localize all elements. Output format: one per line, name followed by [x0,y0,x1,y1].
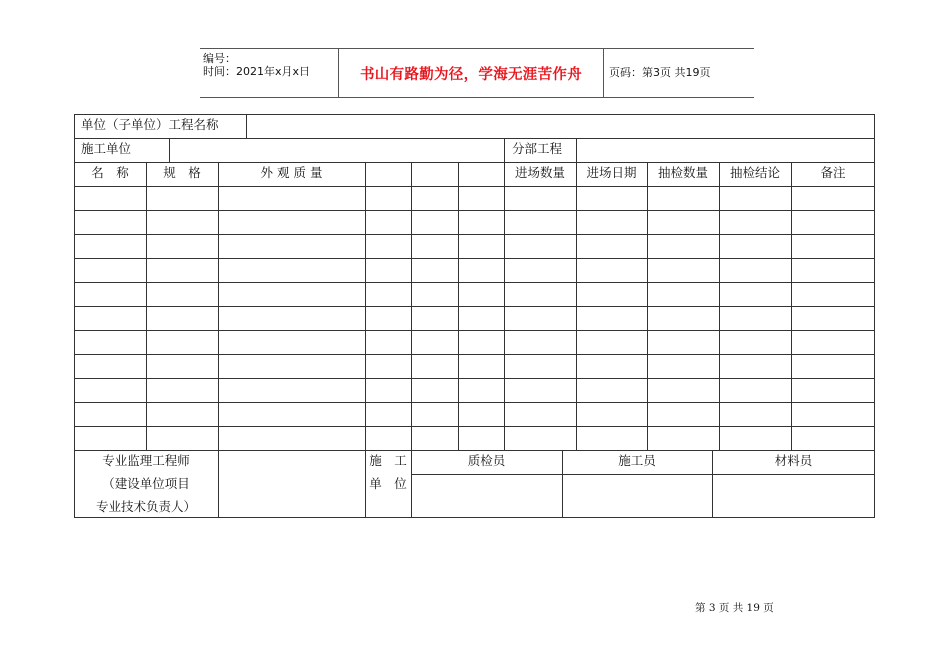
row-divider [74,210,875,211]
row-divider [74,162,875,163]
row-divider [74,378,875,379]
signature-divider [411,474,875,475]
col-header-spec: 规 格 [163,165,201,180]
col-header-remark: 备注 [820,165,846,180]
row-divider [74,330,875,331]
sub-project-label: 分部工程 [512,141,563,156]
row-divider [74,354,875,355]
contractor-label-line2: 单 位 [369,476,407,491]
contractor-label-line1: 施 工 [369,453,407,468]
row-divider [74,258,875,259]
project-name-label: 单位（子单位）工程名称 [81,117,219,132]
row-divider [74,306,875,307]
row-divider [74,138,875,139]
page-header [200,48,754,98]
col-header-appearance: 外 观 质 量 [260,165,323,180]
page-info: 页码：第3页 共19页 [609,66,711,79]
col-divider [647,162,648,450]
page-footer: 第 3 页 共 19 页 [695,602,774,614]
col-divider [576,162,577,450]
col-divider [791,162,792,450]
header-page-cell [603,49,754,97]
col-divider [169,138,170,162]
col-header-name: 名 称 [91,165,129,180]
supervisor-label-line1: 专业监理工程师 [102,453,190,468]
col-divider [576,138,577,162]
col-header-entry-date: 进场日期 [586,165,637,180]
col-divider [146,162,147,450]
builder-label: 施工员 [618,453,656,468]
inspector-label: 质检员 [467,453,506,468]
construction-unit-label: 施工单位 [81,141,132,156]
table-border-top [74,114,875,115]
row-divider [74,450,875,451]
date-label: 时间：2021年x月x日 [203,65,311,78]
col-divider [504,162,505,450]
motto-text: 书山有路勤为径，学海无涯苦作舟 [360,66,582,83]
col-divider [246,114,247,138]
supervisor-label-line2: （建设单位项目 [102,476,190,491]
row-divider [74,426,875,427]
col-divider [458,162,459,450]
col-divider [218,162,219,518]
header-motto-cell [338,49,604,97]
table-border-bottom [74,517,875,518]
col-divider [504,138,505,162]
col-header-sample-qty: 抽检数量 [657,165,708,180]
row-divider [74,186,875,187]
col-divider [719,162,720,450]
row-divider [74,282,875,283]
supervisor-label-line3: 专业技术负责人） [95,499,196,514]
row-divider [74,234,875,235]
row-divider [74,402,875,403]
material-clerk-label: 材料员 [774,453,813,468]
col-header-entry-qty: 进场数量 [514,165,565,180]
col-header-sample-result: 抽检结论 [729,165,780,180]
code-label: 编号： [203,52,236,65]
header-meta-cell [200,49,338,97]
inspection-form-table [74,114,875,518]
